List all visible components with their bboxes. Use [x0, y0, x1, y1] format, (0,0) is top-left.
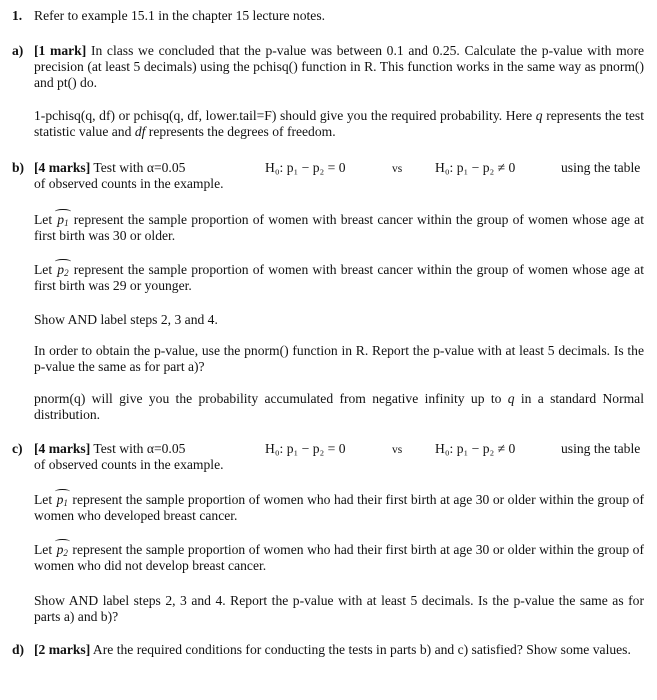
part-d-marks: [2 marks]	[34, 642, 91, 657]
part-b-marks: [4 marks]	[34, 160, 91, 175]
subscript: 1	[63, 498, 68, 508]
part-c-vs: vs	[392, 444, 403, 456]
part-a-text	[34, 43, 644, 91]
part-a-note-3: represents the degrees of freedom.	[148, 124, 336, 139]
part-b-test	[34, 160, 185, 176]
let-word: Let	[34, 542, 53, 557]
part-b-vs: vs	[392, 163, 403, 175]
part-d-label: d)	[12, 642, 25, 657]
part-a-note-2: represents the test statistic value and	[34, 108, 644, 139]
let-word: Let	[34, 212, 53, 227]
part-b-pnorm-note	[34, 391, 644, 423]
pnorm-note-q: q	[507, 391, 515, 406]
part-c-steps: Show AND label steps 2, 3 and 4. Report the p-value with at least 5 decimals. Is the p-value the same as for parts a) and b)?	[34, 593, 644, 624]
part-a-marks: [1 mark]	[34, 43, 87, 58]
p2-hat-symbol	[56, 542, 69, 558]
p2-hat-symbol	[56, 262, 69, 278]
part-b-using: using the table	[561, 160, 641, 175]
subscript: 1	[64, 218, 69, 228]
part-c-test-text: Test with α=0.05	[93, 441, 186, 456]
part-d-text	[34, 642, 644, 658]
part-b-null-hypothesis: H₀: p₁ − p₂ = 0	[265, 160, 346, 175]
part-b-p1-definition	[34, 212, 644, 244]
part-a-note-1: 1-pchisq(q, df) or pchisq(q, df, lower.tail=F) should give you the required probability. Here	[34, 108, 533, 123]
part-c-test	[34, 441, 185, 457]
p-symbol: p	[57, 262, 65, 277]
part-c-label: c)	[12, 441, 23, 456]
p-symbol: p	[57, 212, 65, 227]
subscript: 2	[63, 548, 68, 558]
part-b-test-text: Test with α=0.05	[93, 160, 186, 175]
part-b-label: b)	[12, 160, 25, 175]
part-a-note-df: df	[134, 124, 146, 139]
pnorm-note-2: in a standard Normal distribution.	[34, 391, 644, 422]
part-d-body: Are the required conditions for conducting the tests in parts b) and c) satisfied? Show some values.	[92, 642, 631, 657]
p-symbol: p	[56, 492, 64, 507]
part-b-alt-hypothesis: H₀: p₁ − p₂ ≠ 0	[435, 160, 516, 175]
part-c-alt-hypothesis: H₀: p₁ − p₂ ≠ 0	[435, 441, 516, 456]
question-intro: Refer to example 15.1 in the chapter 15 lecture notes.	[34, 8, 326, 23]
part-b-p2-definition	[34, 262, 644, 294]
part-b-pvalue-instruction: In order to obtain the p-value, use the pnorm() function in R. Report the p-value with at least 5 decimals. Is the p-value the same as for part a)?	[34, 343, 644, 374]
part-b-steps: Show AND label steps 2, 3 and 4.	[34, 312, 218, 327]
part-c-null-hypothesis: H₀: p₁ − p₂ = 0	[265, 441, 346, 456]
part-c-cont: of observed counts in the example.	[34, 457, 224, 472]
part-a-note	[34, 108, 644, 140]
let-word: Let	[34, 492, 53, 507]
part-a-label: a)	[12, 43, 24, 58]
p1-hat-symbol	[56, 492, 69, 508]
part-a-body: In class we concluded that the p-value was between 0.1 and 0.25. Calculate the p-value with more precision (at least 5 decimals) using the pchisq() function in R. This function works in the same way as pnorm() and pt() do.	[34, 43, 645, 90]
part-c-using: using the table	[561, 441, 641, 456]
let-word: Let	[34, 262, 53, 277]
pnorm-note-1: pnorm(q) will give you the probability accumulated from negative infinity up to	[34, 391, 502, 406]
part-c-marks: [4 marks]	[34, 441, 91, 456]
p-symbol: p	[56, 542, 64, 557]
part-c-p1-definition	[34, 492, 644, 524]
p2-def-text: represent the sample proportion of women who had their first birth at age 30 or older within the group of women who did not develop breast cancer.	[34, 542, 644, 573]
question-number	[12, 8, 22, 24]
part-a-note-q: q	[535, 108, 543, 123]
part-b-cont: of observed counts in the example.	[34, 176, 224, 191]
p1-def-text: represent the sample proportion of women with breast cancer within the group of women whose age at first birth was 30 or older.	[34, 212, 644, 243]
p1-hat-symbol	[56, 212, 69, 228]
question-number-label: 1.	[12, 8, 23, 23]
p1-def-text: represent the sample proportion of women who had their first birth at age 30 or older within the group of women who developed breast cancer.	[34, 492, 644, 523]
subscript: 2	[64, 268, 69, 278]
p2-def-text: represent the sample proportion of women with breast cancer within the group of women whose age at first birth was 29 or younger.	[34, 262, 644, 293]
part-c-p2-definition	[34, 542, 644, 574]
